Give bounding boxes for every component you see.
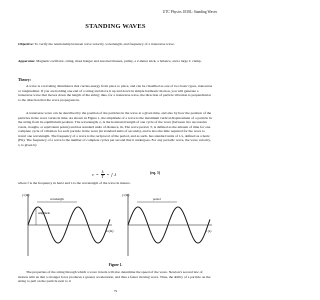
wavelength-label: wavelength — [50, 197, 64, 201]
amplitude-label: amplitude — [38, 211, 50, 215]
equation-number: (eq. 1) — [150, 171, 161, 175]
temporal-wave-plot — [122, 193, 212, 256]
wave-velocity-equation: v = $\frac{\lambda}{T}$ = f λ — [92, 169, 117, 180]
left-x-label: x (m) — [106, 229, 114, 233]
theory-paragraph-1: A wave is a traveling disturbance that carries energy from place to place, and can be classified as one of two basic types, transverse or longitudinal. If you are holding one end of a string and move it up and down in simple harmonic motion, you will generate a transverse wave that moves down the length of the string; thus, for a transverse wave, the direction of particle vibration is perpendicular to the direction that the wave propagates in. — [18, 84, 213, 102]
period-label: period — [153, 197, 161, 201]
equation-f: f — [111, 172, 113, 178]
objective-label: Objective: — [18, 42, 34, 46]
page-number: 79 — [113, 289, 118, 293]
apparatus-paragraph — [18, 59, 213, 64]
objective-text: To verify the relationship between wave velocity, wavelength, and frequency of a transverse wave. — [34, 42, 175, 46]
spatial-wave-plot — [22, 193, 113, 256]
running-header: UTC Physics 1030L: Standing Waves — [162, 10, 217, 14]
theory-paragraph-2: A transverse wave can be described by the position of the particles in the wave at a given time, and also by how the position of the particles in the wave varies in time. As shown in Figure 1, the amplitude of a wave is the maximum vertical displacement of a particle in the string from its equilibrium position. The wavelength, λ, is the horizontal length of one cycle of the wave (between two successive crests, troughs, or equivalent points) and has standard units of distance, m. The wave period, T, is defined as the amount of time for one complete cycle of vibration for each particle in the wave (in standard units of seconds), and is also the time required for the wave to travel one wavelength. The frequency of a wave is the reciprocal of the period, and as such, has standard units of 1/s, defined as a hertz (Hz). The frequency of a wave is the number of complete cycles per second that it undergoes. For any periodic wave, the wave velocity, v, is given by — [18, 111, 212, 147]
after-equation-text: where f is the frequency in hertz and λ is the wavelength of the wave in meters. — [18, 181, 131, 185]
page-title: STANDING WAVES — [85, 23, 146, 30]
closing-paragraph: The properties of the string through which a wave travels will also determine the speed of the wave. Newton's second law of motion tells us that a stronger force produces a greater acceleration, and thus a faster moving wave. Thus, the ability of a particle on the string to pull on the particle next to it — [18, 270, 211, 283]
objective-paragraph — [18, 42, 213, 47]
equation-v: v — [92, 172, 94, 178]
left-y-label: y (m) — [22, 193, 30, 197]
right-y-label: y (m) — [122, 193, 130, 197]
apparatus-label: Apparatus: — [18, 59, 36, 63]
apparatus-text: Magnetic oscillator, string, mass hanger and assorted masses, pulley, a 2-meter stick, a balance, and a large C clamp. — [36, 59, 202, 63]
figure-1-waves — [20, 190, 215, 262]
equation-lambda: λ — [114, 172, 117, 178]
theory-heading: Theory: — [18, 78, 32, 82]
equation-denominator: T — [101, 174, 104, 180]
equation-fraction — [101, 170, 105, 179]
figure-caption: Figure 1. — [108, 263, 123, 267]
equation-numerator: λ — [101, 169, 104, 174]
right-x-label: t (s) — [206, 229, 212, 233]
